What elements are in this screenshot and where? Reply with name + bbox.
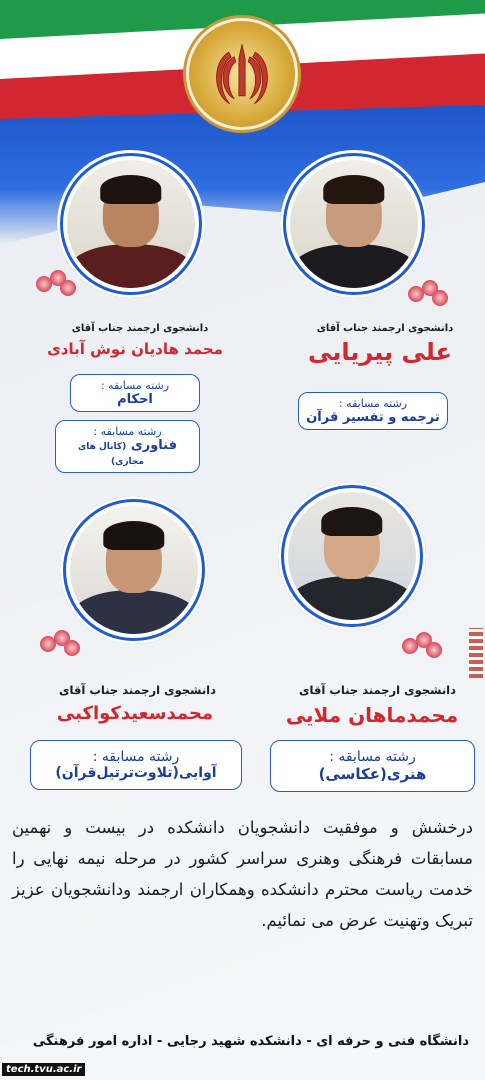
iran-emblem-icon bbox=[186, 18, 298, 130]
student-2-title: دانشجوی ارجمند جناب آقای bbox=[71, 323, 209, 334]
side-logo-mark bbox=[469, 628, 483, 678]
student-1-name: علی پیریایی bbox=[308, 338, 452, 366]
student-1-portrait bbox=[280, 150, 428, 298]
student-1-field-box bbox=[298, 392, 448, 430]
student-4-name: محمدسعیدکواکبی bbox=[56, 703, 214, 724]
field-label: رشته مسابقه : bbox=[338, 397, 408, 410]
student-3-name: محمدماهان ملایی bbox=[285, 703, 459, 727]
footer-text: دانشگاه فنی و حرفه ای - دانشکده شهید رجایی - اداره امور فرهنگی bbox=[32, 1034, 469, 1049]
student-2-name: محمد هادیان نوش آبادی bbox=[47, 340, 223, 358]
student-1-title: دانشجوی ارجمند جناب آقای bbox=[316, 323, 454, 334]
student-4-title: دانشجوی ارجمند جناب آقای bbox=[59, 683, 216, 697]
student-3-field-box bbox=[270, 740, 475, 792]
field-value: ترجمه و تفسیر قرآن bbox=[306, 410, 440, 425]
student-4-portrait bbox=[60, 496, 208, 644]
student-3-portrait bbox=[278, 482, 426, 630]
flower-decoration bbox=[36, 270, 78, 300]
student-3-title: دانشجوی ارجمند جناب آقای bbox=[299, 683, 456, 697]
field-value: فناوری (کانال های مجازی) bbox=[77, 438, 177, 467]
field-label: رشته مسابقه : bbox=[93, 425, 162, 438]
student-2-field-box-2 bbox=[55, 420, 200, 473]
field-label: رشته مسابقه : bbox=[329, 749, 416, 765]
flower-decoration bbox=[402, 632, 444, 662]
student-2-portrait bbox=[57, 150, 205, 298]
student-2-field-box-1 bbox=[70, 374, 200, 412]
flower-decoration bbox=[408, 280, 450, 310]
congratulation-text: درخشش و موفقیت دانشجویان دانشکده در بیست و نهمین مسابقات فرهنگی وهنری سراسر کشور در مرحله نیمه نهایی را خدمت ریاست محترم دانشکده وهمکاران ارجمند ودانشجویان عزیز تبریک وتهنیت عرض می نمائیم. bbox=[12, 818, 473, 930]
field-label: رشته مسابقه : bbox=[92, 749, 180, 765]
student-4-field-box bbox=[30, 740, 242, 790]
footer-url: tech.tvu.ac.ir bbox=[2, 1063, 85, 1076]
field-value: احکام bbox=[117, 392, 153, 407]
field-label: رشته مسابقه : bbox=[100, 379, 170, 392]
flower-decoration bbox=[40, 630, 82, 660]
field-value: آوایی(تلاوت‌ترتیل‌قرآن) bbox=[55, 765, 217, 781]
field-value: هنری(عکاسی) bbox=[318, 765, 427, 783]
footer bbox=[0, 1022, 485, 1080]
